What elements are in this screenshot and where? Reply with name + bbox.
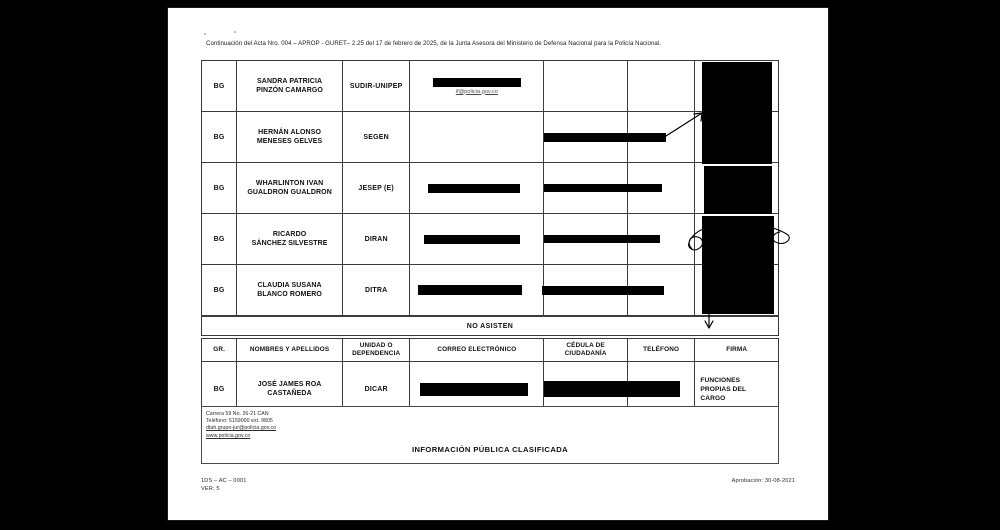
cell-unit: SUDIR-UNIPEP (342, 61, 409, 112)
cell-grade: BG (202, 214, 237, 265)
header-nombres: NOMBRES Y APELLIDOS (237, 339, 343, 362)
document-header-line: Continuación del Acta Nro. 004 – APROP - GURET– 2.25 del 17 de febrero de 2025, de la Junta Asesora del Ministerio de Defensa Nacional para la Policía Nacional. (206, 40, 662, 47)
cell-telefono (627, 61, 694, 112)
redaction-block-firma-row-3 (704, 166, 772, 214)
header-unidad-line1: UNIDAD O (359, 342, 393, 349)
cell-grade: BG (202, 362, 237, 417)
header-unidad (342, 339, 409, 362)
cell-grade: BG (202, 265, 237, 316)
email-text-partial: if@policia.gov.co (455, 88, 498, 95)
cell-grade: BG (202, 61, 237, 112)
footer-website-link[interactable]: www.policia.gov.co (206, 432, 251, 439)
cell-name: CLAUDIA SUSANA BLANCO ROMERO (237, 265, 343, 316)
cell-email (410, 163, 544, 214)
header-telefono: TELÉFONO (627, 339, 694, 362)
cell-name: JOSÉ JAMES ROA CASTAÑEDA (237, 362, 343, 417)
cell-unit: DITRA (342, 265, 409, 316)
table-row (202, 265, 779, 316)
redaction-block-firma-rows-4-5 (702, 216, 774, 314)
table-row (202, 61, 779, 112)
cell-grade: BG (202, 112, 237, 163)
absent-table-header-row (202, 339, 779, 362)
scan-speck (204, 33, 206, 35)
header-cedula-line1: CÉDULA DE (566, 342, 605, 349)
attendees-table (201, 60, 779, 316)
cell-telefono (627, 163, 694, 214)
cell-cedula (544, 112, 628, 163)
no-asisten-banner (201, 316, 779, 336)
cell-firma-note: FUNCIONES PROPIAS DEL CARGO (695, 362, 779, 417)
redaction-bar-email (424, 235, 520, 244)
footer-email-link[interactable]: dtah.grupo-jur@policia.gov.co (206, 425, 277, 432)
cell-email (410, 61, 544, 112)
form-version: VER: 5 (201, 485, 220, 492)
footer-box (201, 406, 779, 464)
cell-cedula (544, 61, 628, 112)
redaction-bar-email (420, 383, 528, 396)
cell-unit: DIRAN (342, 214, 409, 265)
header-cedula-line2: CIUDADANÍA (564, 350, 607, 357)
scanned-document-page (168, 8, 828, 520)
cell-grade: BG (202, 163, 237, 214)
redaction-bar-email (433, 78, 521, 87)
footer-address: Carrera 59 No. 26-21 CAN (206, 411, 269, 417)
cell-unit: SEGEN (342, 112, 409, 163)
cell-telefono (627, 265, 694, 316)
cell-email (410, 214, 544, 265)
header-gr: GR. (202, 339, 237, 362)
cell-email (410, 265, 544, 316)
form-code: 1DS – AC – 0001 (201, 478, 247, 484)
cell-unit: DICAR (342, 362, 409, 417)
header-correo: CORREO ELECTRÓNICO (410, 339, 544, 362)
cell-name: SANDRA PATRICIA PINZÓN CAMARGO (237, 61, 343, 112)
header-unidad-line2: DEPENDENCIA (352, 350, 401, 357)
classification-label: INFORMACIÓN PÚBLICA CLASIFICADA (412, 445, 568, 454)
table-row (202, 214, 779, 265)
cell-unit: JESEP (E) (342, 163, 409, 214)
cell-cedula (544, 214, 628, 265)
cell-cedula (544, 163, 628, 214)
header-firma: FIRMA (695, 339, 779, 362)
form-code-block (201, 478, 246, 493)
cell-cedula (544, 265, 628, 316)
cell-name: WHARLINTON IVAN GUALDRON GUALDRON (237, 163, 343, 214)
table-row (202, 163, 779, 214)
cell-telefono (627, 112, 694, 163)
form-approval-date: Aprobación: 30-08-2021 (731, 478, 795, 484)
cell-name: HERNÁN ALONSO MENESES GELVES (237, 112, 343, 163)
cell-telefono (627, 214, 694, 265)
header-cedula (544, 339, 628, 362)
cell-name: RICARDO SÁNCHEZ SILVESTRE (237, 214, 343, 265)
footer-contact-block (206, 411, 276, 440)
redaction-block-firma-rows-1-2 (702, 62, 772, 164)
table-row (202, 112, 779, 163)
scan-speck (234, 31, 236, 33)
redaction-bar-email (418, 285, 522, 295)
redaction-bar-email (428, 184, 520, 193)
no-asisten-label: NO ASISTEN (466, 322, 514, 330)
cell-email (410, 112, 544, 163)
footer-phone: Teléfono: 5159000 ext. 9805 (206, 418, 273, 425)
